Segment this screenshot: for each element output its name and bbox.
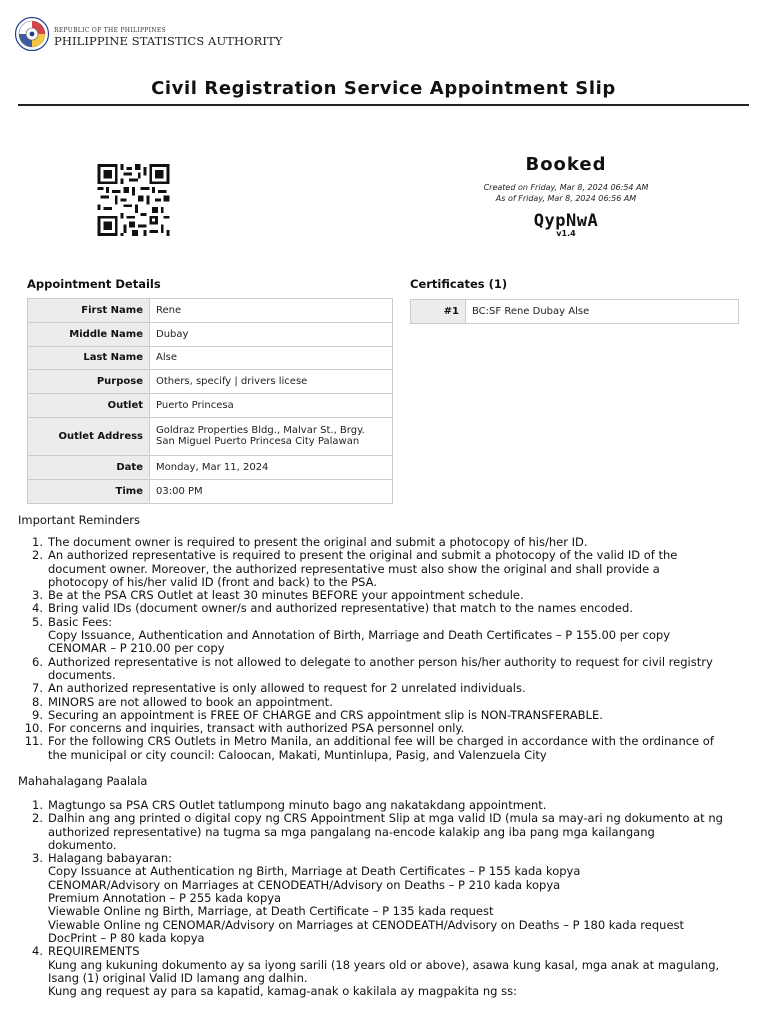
list-item-line: REQUIREMENTS — [48, 944, 140, 959]
certificate-name: BC:SF Rene Dubay Alse — [466, 300, 739, 324]
list-number: 4. — [32, 601, 43, 616]
certificates-heading: Certificates (1) — [410, 277, 508, 291]
paalala-list — [32, 798, 753, 999]
table-row — [28, 479, 393, 503]
list-number: 10. — [24, 721, 43, 736]
list-item-line: CENOMAR – P 210.00 per copy — [48, 641, 225, 656]
list-item-line: An authorized representative is only allowed to request for 2 unrelated individuals. — [48, 681, 526, 696]
list-item-line: For the following CRS Outlets in Metro Manila, an additional fee will be charged in accordance with the ordinance of — [48, 734, 714, 749]
list-number: 1. — [32, 798, 43, 812]
list-item — [32, 535, 753, 549]
list-item-line: Viewable Online ng CENOMAR/Advisory on Marriages at CENODEATH/Advisory on Deaths – P 180 kada request — [48, 917, 685, 932]
list-item-line: Copy Issuance, Authentication and Annotation of Birth, Marriage and Death Certificates – P 155.00 per copy — [48, 628, 670, 643]
time-value: 03:00 PM — [150, 479, 393, 503]
list-item-line: Magtungo sa PSA CRS Outlet tatlumpong minuto bago ang nakatakdang appointment. — [48, 798, 547, 812]
list-item — [32, 681, 753, 696]
list-item — [32, 694, 753, 709]
list-item — [32, 798, 753, 812]
list-item-line: the municipal or city council: Caloocan, Makati, Muntinlupa, Pasig, and Valenzuela City — [48, 747, 547, 762]
field-label: Middle Name — [28, 322, 150, 346]
last-name-value: Alse — [150, 346, 393, 370]
as-of-timestamp: As of Friday, Mar 8, 2024 06:56 AM — [495, 194, 637, 203]
list-number: 6. — [32, 654, 43, 669]
list-item-line: Basic Fees: — [48, 614, 113, 629]
field-label: Time — [28, 479, 150, 503]
list-item-line: Premium Annotation – P 255 kada kopya — [48, 891, 282, 906]
list-item-line: Dalhin ang ang printed o digital copy ng CRS Appointment Slip at mga valid ID (mula sa may-ari ng dokumento at ng — [48, 811, 723, 826]
list-item-line: Isang (1) original Valid ID lamang ang dalhin. — [48, 970, 308, 985]
middle-name-value: Dubay — [150, 322, 393, 346]
table-row — [28, 370, 393, 394]
table-row — [411, 300, 739, 324]
list-item-line: documents. — [48, 667, 116, 682]
table-row — [28, 455, 393, 479]
list-number: 3. — [32, 588, 43, 603]
list-item-line: document owner. Moreover, the authorized representative must also show the original and shall provide a — [48, 561, 660, 576]
field-label: Purpose — [28, 370, 150, 394]
psa-seal-icon — [14, 16, 50, 52]
appointment-details-table — [27, 298, 393, 504]
list-item — [32, 588, 753, 603]
outlet-value: Puerto Princesa — [150, 394, 393, 418]
list-item — [32, 707, 753, 722]
list-item-line: Kung ang request ay para sa kapatid, kamag-anak o kakilala ay magpakita ng ss: — [48, 984, 517, 999]
list-item-line: Bring valid IDs (document owner/s and authorized representative) that match to the names encoded. — [48, 601, 633, 616]
date-value: Monday, Mar 11, 2024 — [150, 455, 393, 479]
psa-logo — [14, 16, 283, 64]
first-name-value: Rene — [150, 299, 393, 323]
field-label: Last Name — [28, 346, 150, 370]
table-row — [28, 346, 393, 370]
purpose-value: Others, specify | drivers licese — [150, 370, 393, 394]
table-row — [28, 417, 393, 455]
list-item — [32, 944, 753, 999]
list-item-line: CENOMAR/Advisory on Marriages at CENODEATH/Advisory on Deaths – P 210 kada kopya — [48, 877, 561, 892]
page-title: Civil Registration Service Appointment Slip — [151, 78, 616, 99]
created-timestamp: Created on Friday, Mar 8, 2024 06:54 AM — [483, 183, 649, 192]
address-line: Goldraz Properties Bldg., Malvar St., Brgy. — [156, 425, 365, 437]
list-number: 2. — [32, 548, 43, 563]
qr-code-icon — [96, 164, 171, 236]
appointment-details-heading: Appointment Details — [27, 277, 161, 291]
important-reminders-list — [24, 535, 753, 762]
list-item-line: Kung ang kukuning dokumento ay sa iyong sarili (18 years old or above), asawa kung kasal, mga anak at magulang, — [48, 957, 720, 972]
list-item-line: authorized representative) na tugma sa mga pangalang na-encode kalakip ang iba pang mga kailangang — [48, 824, 655, 839]
list-item — [32, 548, 753, 589]
table-row — [28, 322, 393, 346]
list-number: 7. — [32, 681, 43, 696]
important-reminders-heading: Important Reminders — [18, 513, 140, 527]
list-item — [32, 601, 753, 616]
table-row — [28, 394, 393, 418]
list-item-line: Authorized representative is not allowed to delegate to another person his/her authority to request for civil registry — [48, 654, 713, 669]
title-divider — [18, 104, 749, 106]
republic-label: REPUBLIC OF THE PHILIPPINES — [54, 27, 166, 34]
list-item-line: Halagang babayaran: — [48, 851, 173, 866]
list-item-line: For concerns and inquiries, transact with authorized PSA personnel only. — [48, 721, 465, 736]
list-number: 5. — [32, 614, 43, 629]
list-number: 9. — [32, 707, 43, 722]
list-item-line: Viewable Online ng Birth, Marriage, at Death Certificate – P 135 kada request — [48, 904, 494, 919]
agency-name: PHILIPPINE STATISTICS AUTHORITY — [54, 34, 283, 48]
field-label: Outlet — [28, 394, 150, 418]
version-label: v1.4 — [556, 229, 576, 238]
booking-status: Booked — [525, 154, 607, 175]
booking-status-block — [436, 154, 696, 238]
list-item-line: The document owner is required to present the original and submit a photocopy of his/her ID. — [48, 535, 588, 549]
list-item — [24, 734, 753, 762]
list-item-line: Copy Issuance at Authentication ng Birth, Marriage at Death Certificates – P 155 kada kopya — [48, 864, 581, 879]
list-item-line: Securing an appointment is FREE OF CHARGE and CRS appointment slip is NON-TRANSFERABLE. — [48, 707, 603, 722]
list-number: 1. — [32, 535, 43, 549]
table-row — [28, 299, 393, 323]
list-item — [32, 851, 753, 945]
address-line: San Miguel Puerto Princesa City Palawan — [156, 436, 360, 448]
list-item-line: Be at the PSA CRS Outlet at least 30 minutes BEFORE your appointment schedule. — [48, 588, 524, 603]
list-number: 3. — [32, 851, 43, 866]
list-item-line: An authorized representative is required to present the original and submit a photocopy of the valid ID of the — [48, 548, 678, 563]
paalala-heading: Mahahalagang Paalala — [18, 774, 148, 788]
list-item-line: MINORS are not allowed to book an appointment. — [48, 694, 333, 709]
certificate-number: #1 — [411, 300, 466, 324]
list-item-line: DocPrint – P 80 kada kopya — [48, 930, 205, 945]
list-item — [24, 721, 753, 736]
field-label: First Name — [28, 299, 150, 323]
list-item — [32, 654, 753, 683]
list-number: 2. — [32, 811, 43, 826]
field-label: Date — [28, 455, 150, 479]
list-item-line: photocopy of his/her valid ID (front and back) to the PSA. — [48, 574, 377, 589]
field-label: Outlet Address — [28, 417, 150, 455]
list-number: 11. — [24, 734, 43, 749]
list-item-line: dokumento. — [48, 837, 117, 852]
list-number: 4. — [32, 944, 43, 959]
certificates-table — [410, 299, 739, 324]
list-item — [32, 614, 753, 656]
list-item — [32, 811, 753, 852]
reference-code: QypNwA — [533, 211, 599, 231]
list-number: 8. — [32, 694, 43, 709]
outlet-address-value — [150, 417, 393, 455]
